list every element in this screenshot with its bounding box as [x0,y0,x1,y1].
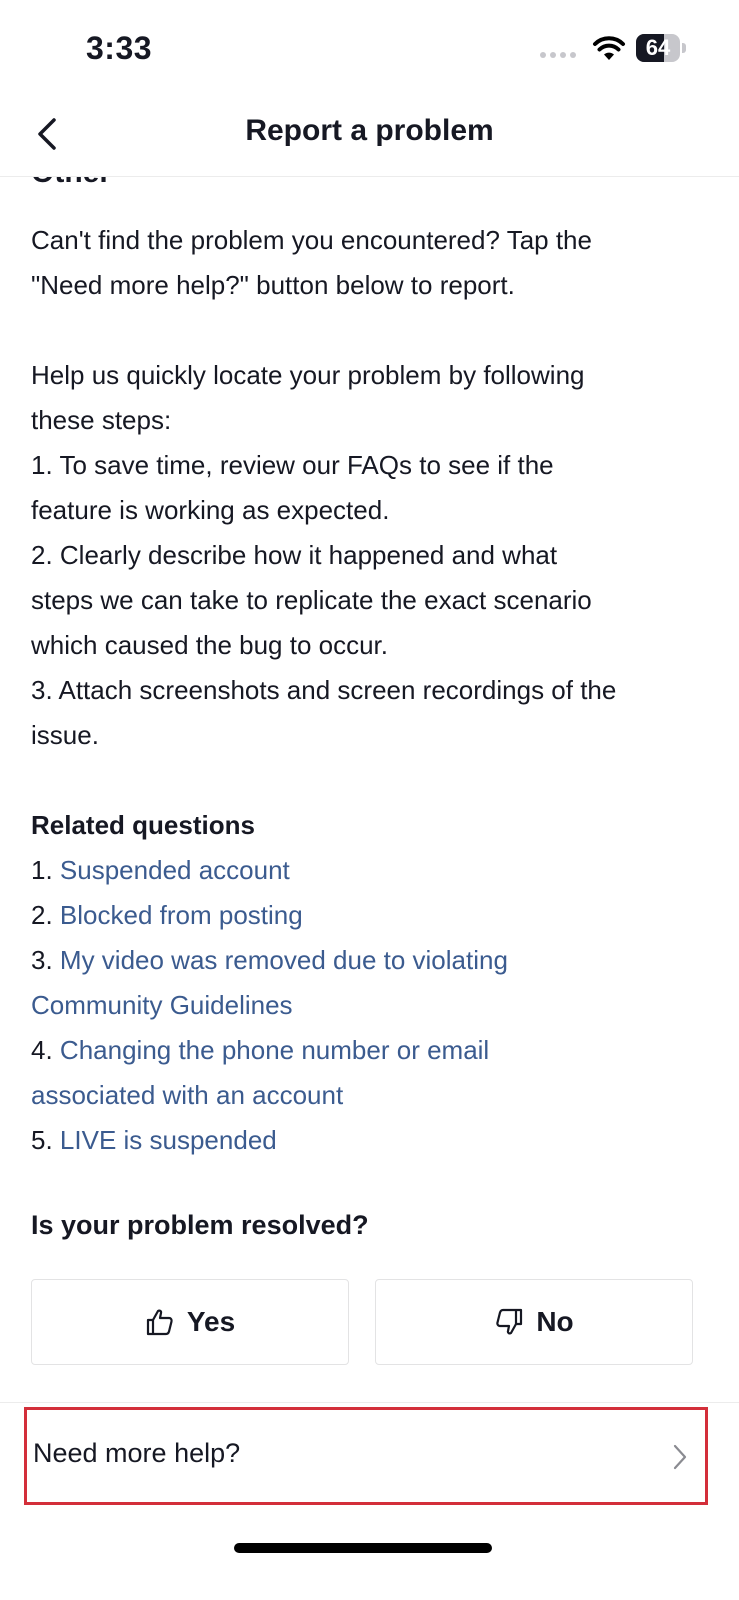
step-line: feature is working as expected. [31,495,390,525]
related-link-changing-phone-email-cont[interactable]: associated with an account [31,1080,344,1110]
step-line: 3. Attach screenshots and screen recordings of the [31,675,617,705]
no-button[interactable] [375,1279,693,1365]
step-line: issue. [31,720,99,750]
intro-line: Can't find the problem you encountered? Tap the [31,225,592,255]
wifi-icon [592,34,626,62]
step-line: 2. Clearly describe how it happened and what [31,540,558,570]
resolved-question: Is your problem resolved? [31,1210,369,1240]
battery-icon [636,34,686,62]
step-line: which caused the bug to occur. [31,630,389,660]
intro-line: "Need more help?" button below to report. [31,270,515,300]
divider [0,1402,739,1403]
steps-paragraph [31,353,711,758]
related-link-video-removed-cont[interactable]: Community Guidelines [31,990,293,1020]
chevron-right-icon [669,1442,691,1472]
item-number: 3. [31,945,60,975]
page-title: Report a problem [245,114,494,147]
item-number: 1. [31,855,60,885]
steps-intro-line: these steps: [31,405,172,435]
need-more-help-label: Need more help? [33,1438,241,1468]
status-time: 3:33 [86,30,153,66]
related-question-item [31,893,711,938]
related-link-video-removed[interactable]: My video was removed due to violating [59,945,508,975]
item-number: 5. [31,1125,60,1155]
step-line: 1. To save time, review our FAQs to see if the [31,450,554,480]
need-more-help-button[interactable] [24,1407,708,1505]
home-indicator [234,1543,492,1553]
item-number: 4. [31,1035,60,1065]
nav-bar [0,96,739,177]
related-link-changing-phone-email[interactable]: Changing the phone number or email [59,1035,490,1065]
related-link-live-suspended[interactable]: LIVE is suspended [59,1125,277,1155]
related-link-blocked-from-posting[interactable]: Blocked from posting [59,900,303,930]
article-content [31,150,711,1163]
related-question-item [31,848,711,893]
related-question-item [31,1118,711,1163]
no-label: No [536,1306,574,1337]
related-link-suspended-account[interactable]: Suspended account [59,855,290,885]
intro-paragraph [31,218,711,308]
thumbs-up-icon [145,1307,175,1337]
status-bar [0,0,739,96]
battery-level: 64 [645,35,671,60]
related-question-item [31,1028,711,1118]
related-questions-list [31,848,711,1163]
steps-intro-line: Help us quickly locate your problem by following [31,360,585,390]
yes-button[interactable] [31,1279,349,1365]
cellular-signal-icon [540,52,576,58]
step-line: steps we can take to replicate the exact scenario [31,585,592,615]
item-number: 2. [31,900,60,930]
yes-label: Yes [186,1306,236,1337]
related-question-item [31,938,711,1028]
thumbs-down-icon [494,1307,524,1337]
related-questions-title: Related questions [31,810,255,840]
